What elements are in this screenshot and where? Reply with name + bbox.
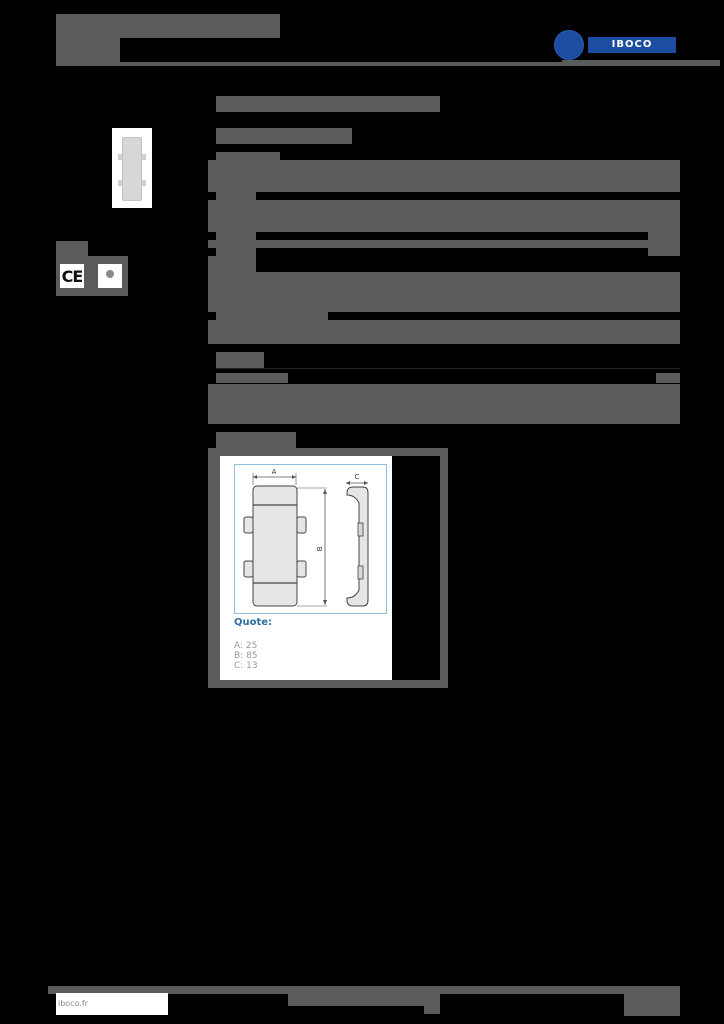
product-tab	[118, 154, 122, 160]
dimension-value-c: C: 13	[234, 661, 258, 671]
spec-row-redacted	[208, 240, 680, 248]
product-tab	[142, 154, 146, 160]
svg-text:A: A	[271, 468, 277, 476]
footer-center-redacted	[288, 992, 440, 1006]
logo-emblem-icon	[554, 30, 584, 60]
logo-wordmark: IBOCO	[588, 37, 676, 53]
section-heading-redacted	[216, 352, 264, 368]
footer-right-redacted	[624, 992, 680, 1016]
diagram-heading-redacted	[216, 432, 296, 448]
svg-text:B: B	[315, 546, 323, 552]
brand-logo	[554, 30, 680, 60]
product-title-redacted	[216, 96, 440, 112]
spec-row-redacted	[208, 320, 680, 344]
product-image	[112, 128, 152, 208]
section-row-redacted	[208, 384, 680, 424]
dimension-drawing-svg	[235, 465, 386, 613]
header-title-redacted	[56, 14, 280, 38]
section-row-redacted	[656, 373, 680, 383]
spec-row-redacted	[208, 272, 680, 312]
product-subtitle-redacted	[216, 128, 352, 144]
spec-row-redacted	[208, 224, 648, 232]
spec-row-redacted	[208, 160, 680, 192]
quality-certification-icon	[98, 264, 122, 288]
header-subtitle-redacted	[56, 38, 120, 62]
logo-underline	[562, 60, 720, 66]
product-tab	[142, 180, 146, 186]
quote-title: Quote:	[234, 617, 273, 628]
footer-website-link[interactable]: iboco.fr	[56, 993, 168, 1015]
joint-cover-shape	[122, 137, 142, 201]
dimension-value-b: B: 85	[234, 651, 258, 661]
footer-page-redacted	[424, 1004, 440, 1014]
section-rule	[216, 368, 680, 369]
spec-row-redacted	[208, 200, 680, 224]
certifications-label-redacted	[56, 241, 88, 257]
cert-seal	[106, 270, 114, 278]
section-row-redacted	[216, 373, 288, 383]
ce-mark-icon: CE	[60, 264, 84, 288]
dimension-drawing	[234, 464, 387, 614]
dimension-value-a: A: 25	[234, 641, 258, 651]
product-tab	[118, 180, 122, 186]
diagram-blank-area	[392, 456, 440, 680]
svg-text:C: C	[354, 473, 360, 481]
spec-row-redacted	[216, 192, 256, 258]
spec-row-redacted	[208, 256, 256, 272]
